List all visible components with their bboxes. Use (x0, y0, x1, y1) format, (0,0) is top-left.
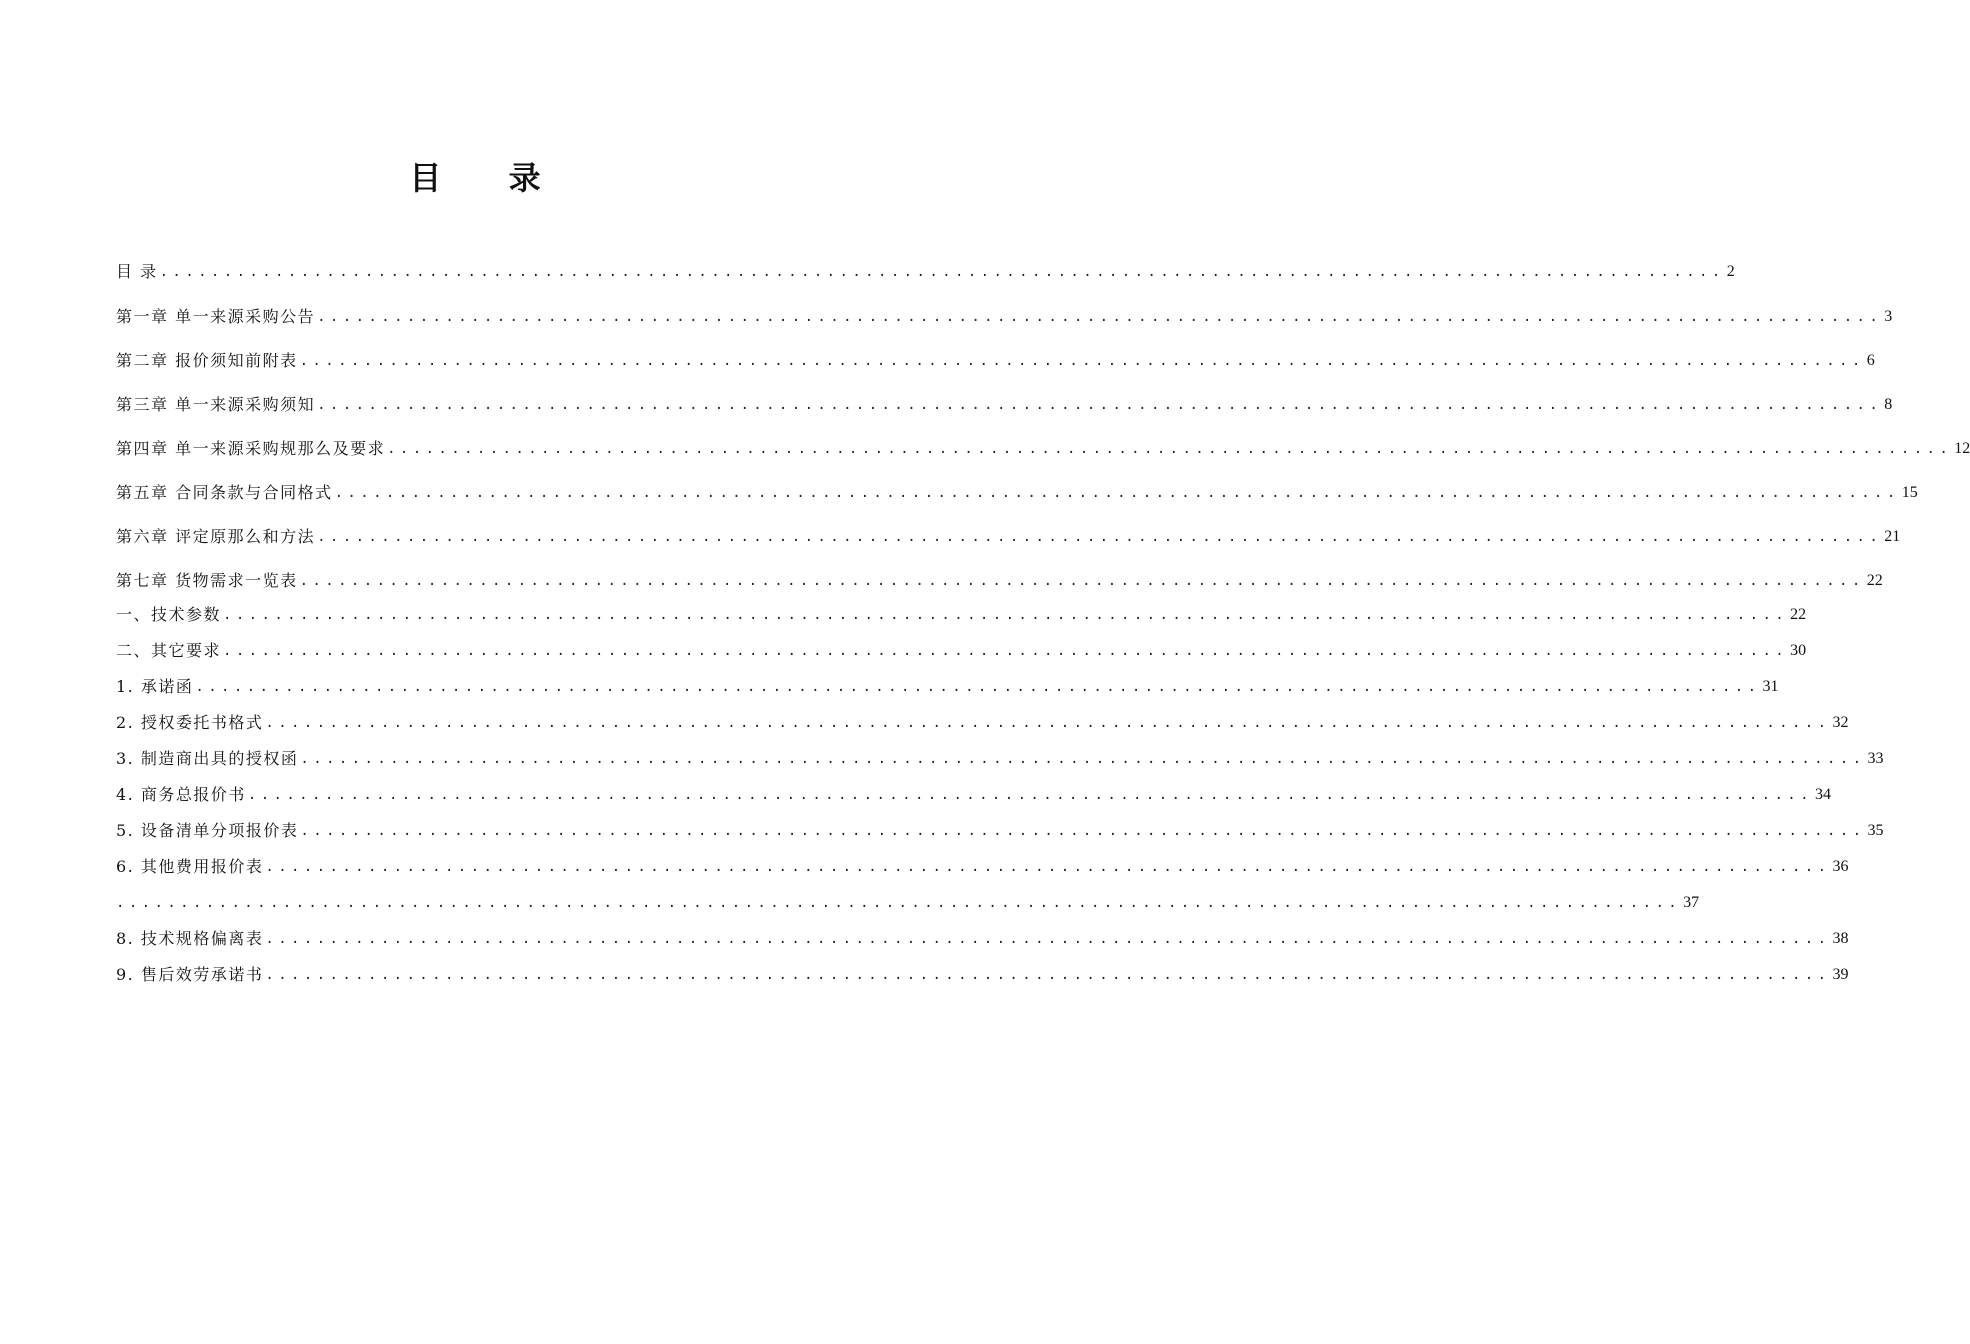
toc-entry-label: 二、其它要求 (116, 641, 222, 660)
toc-entry-chapter-6[interactable] (116, 524, 1901, 548)
toc-entry-label: 1. 承诺函 (116, 677, 194, 696)
toc-entry-label: 第三章 单一来源采购须知 (116, 395, 316, 414)
toc-leader-dots: .......................................................................................................................... (387, 441, 1953, 457)
toc-entry-label: 2. 授权委托书格式 (116, 713, 264, 732)
toc-entry-item-7[interactable] (116, 890, 1700, 914)
toc-entry-label: 6. 其他费用报价表 (116, 857, 264, 876)
toc-entry-label: 3. 制造商出具的授权函 (116, 749, 299, 768)
toc-title: 目 录 (409, 159, 569, 197)
toc-page-number: 34 (1814, 786, 1831, 803)
toc-leader-dots: .......................................................................................................................... (265, 931, 1831, 947)
toc-page-number: 22 (1790, 606, 1807, 623)
toc-entry-label: 第七章 货物需求一览表 (116, 571, 298, 590)
toc-entry-label: 第五章 合同条款与合同格式 (116, 483, 333, 502)
toc-page-number: 12 (1954, 440, 1970, 457)
toc-leader-dots: .......................................................................................................................... (334, 485, 1900, 501)
toc-entry-item-9[interactable] (116, 962, 1849, 986)
toc-entry-chapter-4[interactable] (116, 436, 1970, 460)
toc-leader-dots: .......................................................................................................................... (265, 715, 1831, 731)
toc-page-number: 30 (1790, 642, 1807, 659)
toc-page-number: 6 (1866, 352, 1875, 369)
toc-page-number: 2 (1726, 263, 1735, 280)
toc-leader-dots: .......................................................................................................................... (317, 529, 1883, 545)
toc-entry-label: 目 录 (116, 262, 158, 281)
toc-entry-label: 第六章 评定原那么和方法 (116, 527, 316, 546)
toc-page-number: 39 (1832, 966, 1849, 983)
toc-page-number: 8 (1884, 396, 1893, 413)
toc-entry-item-2[interactable] (116, 710, 1849, 734)
toc-page-number: 35 (1867, 822, 1884, 839)
toc-entry-chapter-5[interactable] (116, 480, 1918, 504)
toc-leader-dots: .......................................................................................................................... (300, 823, 1866, 839)
toc-entry-item-5[interactable] (116, 818, 1884, 842)
toc-entry-label: 第四章 单一来源采购规那么及要求 (116, 439, 386, 458)
toc-leader-dots: .......................................................................................................................... (265, 967, 1831, 983)
toc-entry-label: 第二章 报价须知前附表 (116, 351, 298, 370)
toc-entry-item-8[interactable] (116, 926, 1849, 950)
toc-entry-item-1[interactable] (116, 674, 1779, 698)
toc-leader-dots: .......................................................................................................................... (317, 397, 1883, 413)
toc-page-number: 31 (1762, 678, 1779, 695)
toc-entry-item-4[interactable] (116, 782, 1831, 806)
toc-entry-label: 8. 技术规格偏离表 (116, 929, 264, 948)
toc-entry-chapter-7[interactable] (116, 568, 1883, 592)
toc-leader-dots: .......................................................................................................................... (223, 643, 1789, 659)
toc-page-number: 33 (1867, 750, 1884, 767)
toc-page-number: 15 (1901, 484, 1918, 501)
toc-entry-item-6[interactable] (116, 854, 1849, 878)
toc-page-number: 22 (1866, 572, 1883, 589)
toc-leader-dots: .......................................................................................................................... (299, 353, 1865, 369)
toc-entry-other-requirements[interactable] (116, 638, 1807, 662)
toc-entry-technical-parameters[interactable] (116, 602, 1807, 626)
toc-entry-label: 9. 售后效劳承诺书 (116, 965, 264, 984)
toc-entry-label: 5. 设备清单分项报价表 (116, 821, 299, 840)
toc-entry-chapter-1[interactable] (116, 304, 1893, 328)
toc-leader-dots: .......................................................................................................................... (116, 895, 1682, 911)
toc-entry-label: 4. 商务总报价书 (116, 785, 246, 804)
toc-entry-contents[interactable] (116, 259, 1735, 283)
toc-leader-dots: .......................................................................................................................... (317, 309, 1883, 325)
toc-page-number: 36 (1832, 858, 1849, 875)
toc-leader-dots: .......................................................................................................................... (265, 859, 1831, 875)
toc-entry-label: 第一章 单一来源采购公告 (116, 307, 316, 326)
toc-page-number: 38 (1832, 930, 1849, 947)
toc-leader-dots: .......................................................................................................................... (159, 264, 1725, 280)
toc-leader-dots: .......................................................................................................................... (195, 679, 1761, 695)
toc-page-number: 32 (1832, 714, 1849, 731)
toc-entry-chapter-3[interactable] (116, 392, 1893, 416)
toc-leader-dots: .......................................................................................................................... (299, 573, 1865, 589)
toc-leader-dots: .......................................................................................................................... (247, 787, 1813, 803)
toc-page-number: 3 (1884, 308, 1893, 325)
toc-leader-dots: .......................................................................................................................... (223, 607, 1789, 623)
toc-leader-dots: .......................................................................................................................... (300, 751, 1866, 767)
toc-entry-label: 一、技术参数 (116, 605, 222, 624)
toc-page-number: 21 (1884, 528, 1901, 545)
toc-page-number: 37 (1683, 894, 1700, 911)
toc-entry-item-3[interactable] (116, 746, 1884, 770)
toc-entry-chapter-2[interactable] (116, 348, 1875, 372)
